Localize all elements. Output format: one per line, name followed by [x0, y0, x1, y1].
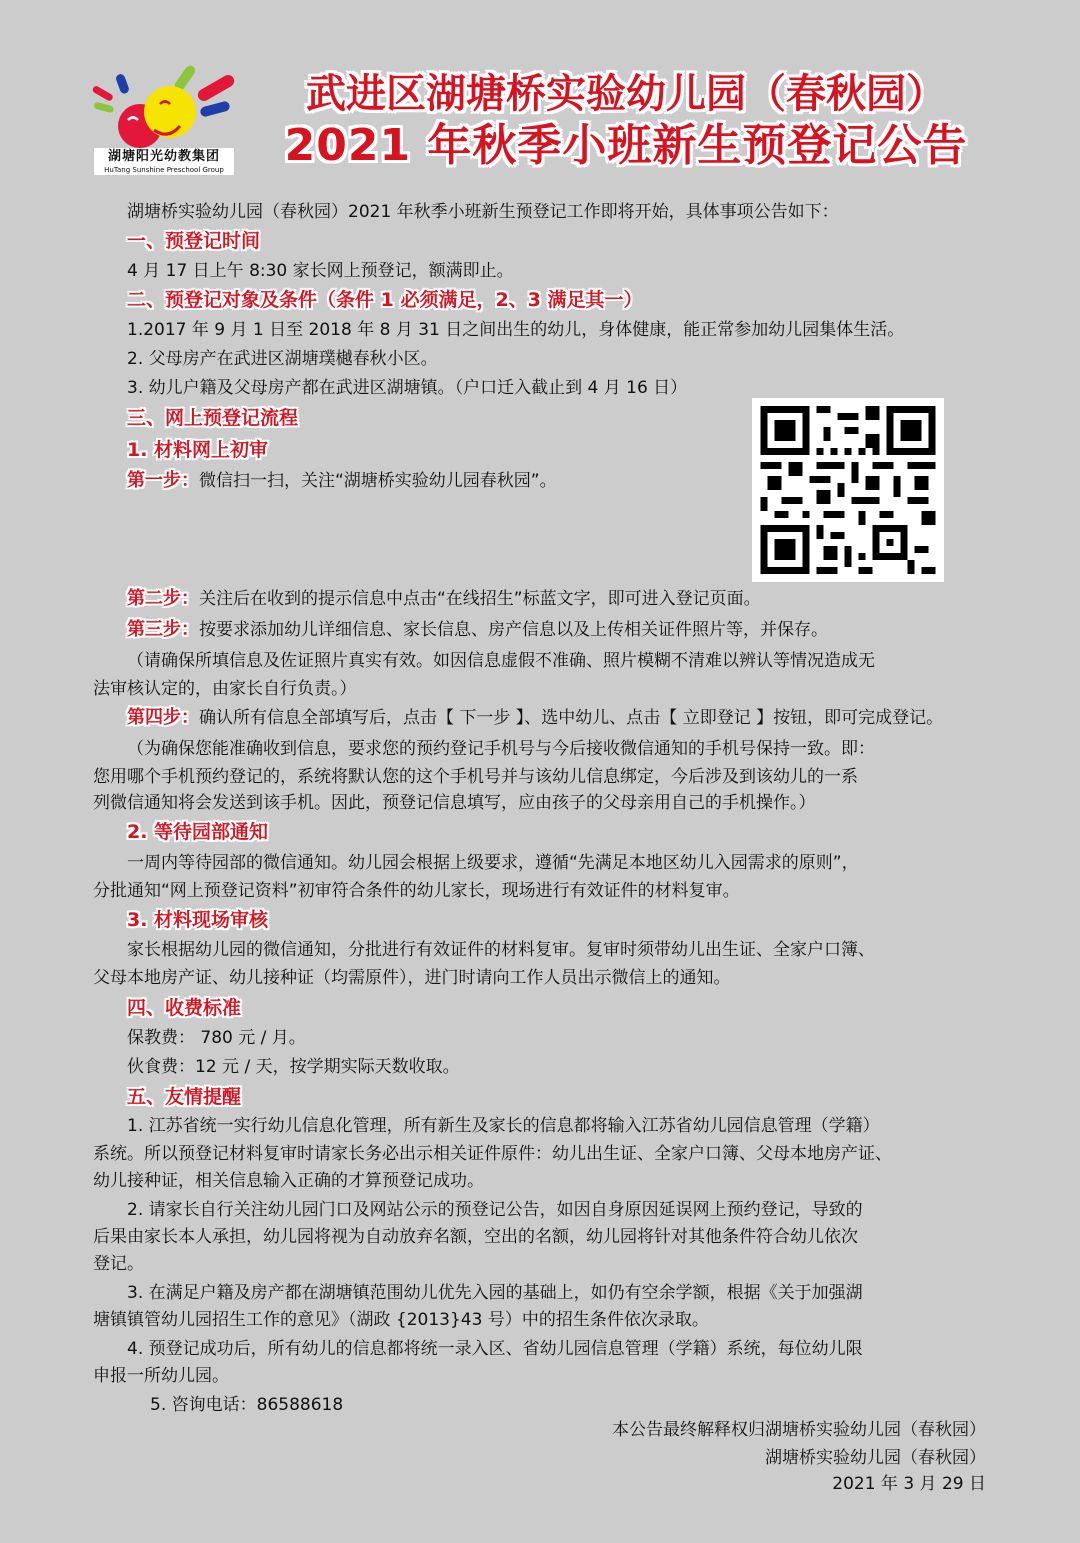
reminder-2-line-3: 登记。: [93, 1254, 144, 1274]
step-4-note-line-3: 列微信通知将会发送到该手机。因此，预登记信息填写，应由孩子的父母亲用自己的手机操作。）: [93, 793, 816, 813]
step-2-label: 第二步：: [127, 588, 199, 609]
step-3: [127, 616, 988, 644]
condition-1: 1.2017 年 9 月 1 日至 2018 年 8 月 31 日之间出生的幼儿，身体健康，能正常参加幼儿园集体生活。: [127, 320, 905, 340]
step-3-text: 按要求添加幼儿详细信息、家长信息、房产信息以及上传相关证件照片等，并保存。: [199, 620, 828, 640]
section2-heading: 二、预登记对象及条件（条件 1 必须满足，2、3 满足其一）: [127, 289, 643, 311]
step-4: [127, 704, 988, 732]
intro-text: 湖塘桥实验幼儿园（春秋园）2021 年秋季小班新生预登记工作即将开始，具体事项公告如下：: [127, 202, 839, 222]
step-3-label: 第三步：: [127, 619, 199, 640]
logo-name-cn: 湖塘阳光幼教集团: [94, 148, 234, 165]
step-4-note-line-1: （为确保您能准确收到信息，要求您的预约登记手机号与今后接收微信通知的手机号保持一致。即：: [127, 739, 875, 759]
footer-issuer: 湖塘桥实验幼儿园（春秋园）: [765, 1448, 986, 1468]
section1-text: 4 月 17 日上午 8:30 家长网上预登记，额满即止。: [127, 261, 514, 281]
reminder-1-line-1: 1. 江苏省统一实行幼儿信息化管理，所有新生及家长的信息都将输入江苏省幼儿园信息管理（学籍）: [127, 1116, 880, 1136]
step-4-note-line-2: 您用哪个手机预约登记的，系统将默认您的这个手机号并与该幼儿信息绑定，今后涉及到该幼儿的一系: [93, 767, 858, 787]
title-line-2: 2021 年秋季小班新生预登记公告: [284, 120, 968, 171]
wechat-qr-code[interactable]: [752, 398, 944, 582]
step-1-text: 微信扫一扫，关注“湖塘桥实验幼儿园春秋园”。: [199, 471, 557, 491]
section4-heading: 四、收费标准: [127, 997, 242, 1019]
sunshine-hands-icon: [88, 60, 238, 152]
sub2-line-2: 分批通知“网上预登记资料”初审符合条件的幼儿家长，现场进行有效证件的材料复审。: [93, 881, 740, 901]
fee-meals: 伙食费：12 元 / 天，按学期实际天数收取。: [127, 1057, 460, 1077]
reminder-4-line-2: 申报一所幼儿园。: [93, 1366, 229, 1386]
condition-3: 3. 幼儿户籍及父母房产都在武进区湖塘镇。（户口迁入截止到 4 月 16 日）: [127, 378, 688, 398]
step-1-label: 第一步：: [127, 470, 199, 491]
reminder-3-line-2: 塘镇镇管幼儿园招生工作的意见》（湖政 {2013}43 号）中的招生条件依次录取。: [93, 1310, 709, 1330]
footer-rights: 本公告最终解释权归湖塘桥实验幼儿园（春秋园）: [612, 1420, 986, 1440]
sub1-heading: 1. 材料网上初审: [127, 439, 269, 461]
sub3-heading: 3. 材料现场审核: [127, 909, 269, 931]
contact-phone: 5. 咨询电话：86588618: [150, 1395, 344, 1415]
sub3-line-2: 父母本地房产证、幼儿接种证（均需原件），进门时请向工作人员出示微信上的通知。: [93, 968, 731, 988]
group-logo: [88, 60, 238, 178]
reminder-2-line-2: 后果由家长本人承担，幼儿园将视为自动放弃名额，空出的名额，幼儿园将针对其他条件符合幼儿依次: [93, 1227, 858, 1247]
reminder-1-line-3: 幼儿接种证，相关信息输入正确的才算预登记成功。: [93, 1171, 484, 1191]
title-line-1: 武进区湖塘桥实验幼儿园（春秋园）: [306, 71, 946, 117]
step-2: [127, 585, 988, 613]
sub3-line-1: 家长根据幼儿园的微信通知，分批进行有效证件的材料复审。复审时须带幼儿出生证、全家户口簿、: [127, 940, 875, 960]
reminder-3-line-1: 3. 在满足户籍及房产都在湖塘镇范围幼儿优先入园的基础上，如仍有空余学额，根据《关于加强湖: [127, 1283, 863, 1303]
sub2-heading: 2. 等待园部通知: [127, 821, 269, 843]
condition-2: 2. 父母房产在武进区湖塘璞樾春秋小区。: [127, 349, 438, 369]
reminder-1-line-2: 系统。所以预登记材料复审时请家长务必出示相关证件原件：幼儿出生证、全家户口簿、父母本地房产证、: [93, 1144, 892, 1164]
reminder-2-line-1: 2. 请家长自行关注幼儿园门口及网站公示的预登记公告，如因自身原因延误网上预约登记，导致的: [127, 1200, 863, 1220]
qr-code-icon: [760, 406, 936, 574]
fee-tuition: 保教费： 780 元 / 月。: [127, 1028, 306, 1048]
step-2-text: 关注后在收到的提示信息中点击“在线招生”标蓝文字，即可进入登记页面。: [199, 589, 761, 609]
footer-date: 2021 年 3 月 29 日: [832, 1474, 986, 1494]
sub2-line-1: 一周内等待园部的微信通知。幼儿园会根据上级要求，遵循“先满足本地区幼儿入园需求的原则”，: [127, 853, 859, 873]
section3-heading: 三、网上预登记流程: [127, 407, 299, 429]
step-3-note-line-2: 法审核认定的，由家长自行负责。）: [93, 679, 357, 699]
step-3-note-line-1: （请确保所填信息及佐证照片真实有效。如因信息虚假不准确、照片模糊不清难以辨认等情况造成无: [127, 651, 875, 671]
step-4-text: 确认所有信息全部填写后，点击【 下一步 】、选中幼儿、点击【 立即登记 】按钮，即可完成登记。: [199, 708, 944, 728]
reminder-4-line-1: 4. 预登记成功后，所有幼儿的信息都将统一录入区、省幼儿园信息管理（学籍）系统，每位幼儿限: [127, 1339, 863, 1359]
section1-heading: 一、预登记时间: [127, 230, 261, 252]
step-4-label: 第四步：: [127, 707, 199, 728]
logo-name-en: HuTang Sunshine Preschool Group: [94, 165, 234, 175]
section5-heading: 五、友情提醒: [127, 1086, 242, 1108]
